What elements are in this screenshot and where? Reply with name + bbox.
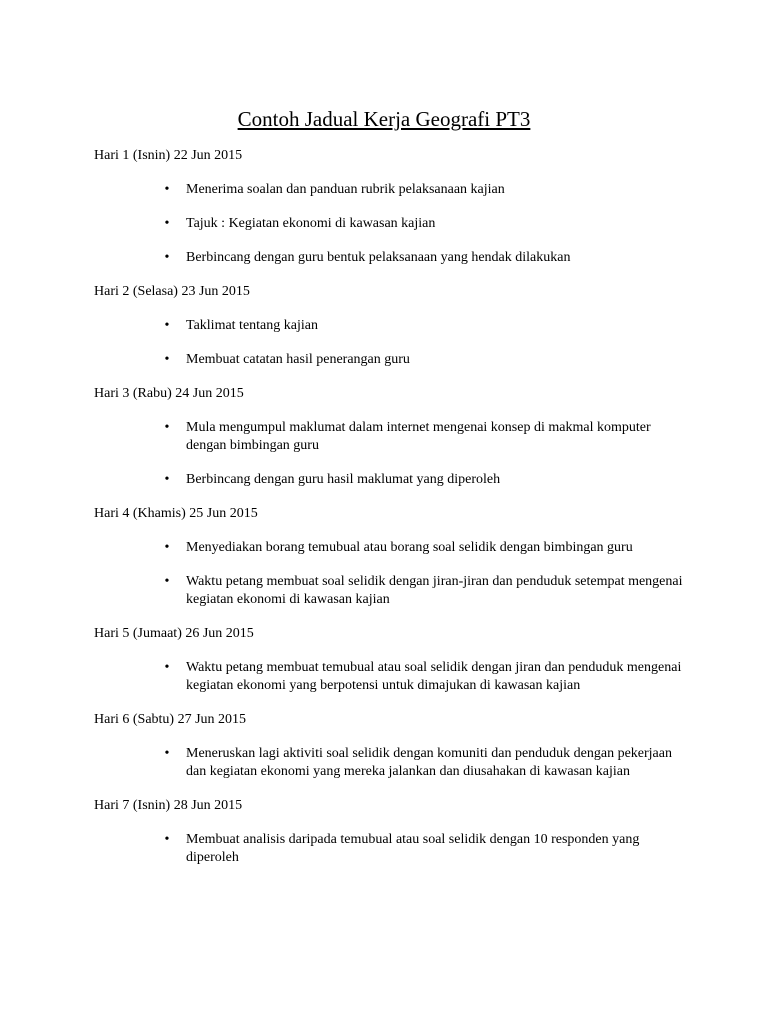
bullet-list: [94, 831, 694, 867]
list-item-text: Berbincang dengan guru bentuk pelaksanaan yang hendak dilakukan: [186, 250, 571, 265]
list-item: [94, 659, 686, 695]
day-section-7: [94, 797, 694, 867]
day-heading: Hari 6 (Sabtu) 27 Jun 2015: [94, 712, 247, 727]
bullet-list: [94, 659, 694, 695]
bullet-icon: •: [164, 832, 170, 847]
list-item: [94, 419, 686, 455]
day-section-5: [94, 625, 694, 695]
day-section-1: [94, 147, 694, 267]
list-item: [94, 831, 686, 867]
bullet-icon: •: [164, 250, 170, 265]
day-section-6: [94, 711, 694, 781]
day-section-3: [94, 385, 694, 489]
list-item-text: Menyediakan borang temubual atau borang soal selidik dengan bimbingan guru: [186, 540, 633, 555]
bullet-icon: •: [164, 472, 170, 487]
bullet-list: [94, 419, 694, 489]
bullet-icon: •: [164, 352, 170, 367]
bullet-icon: •: [164, 318, 170, 333]
list-item: [94, 317, 686, 335]
bullet-icon: •: [164, 420, 170, 435]
list-item-text: Membuat analisis daripada temubual atau soal selidik dengan 10 responden yang diperoleh: [186, 832, 640, 865]
list-item: [94, 181, 686, 199]
list-item-text: Tajuk : Kegiatan ekonomi di kawasan kajian: [186, 216, 436, 231]
list-item-text: Mula mengumpul maklumat dalam internet mengenai konsep di makmal komputer dengan bimbingan guru: [186, 420, 651, 453]
list-item: [94, 351, 686, 369]
day-heading: Hari 3 (Rabu) 24 Jun 2015: [94, 386, 244, 401]
list-item: [94, 573, 686, 609]
day-heading: Hari 1 (Isnin) 22 Jun 2015: [94, 148, 243, 163]
list-item-text: Taklimat tentang kajian: [186, 318, 318, 333]
list-item: [94, 249, 686, 267]
document-title: Contoh Jadual Kerja Geografi PT3: [237, 107, 531, 131]
day-heading: Hari 2 (Selasa) 23 Jun 2015: [94, 284, 250, 299]
list-item: [94, 745, 686, 781]
bullet-icon: •: [164, 746, 170, 761]
day-heading: Hari 7 (Isnin) 28 Jun 2015: [94, 798, 243, 813]
list-item: [94, 471, 686, 489]
bullet-list: [94, 539, 694, 609]
day-section-4: [94, 505, 694, 609]
bullet-icon: •: [164, 182, 170, 197]
bullet-icon: •: [164, 574, 170, 589]
list-item-text: Membuat catatan hasil penerangan guru: [186, 352, 410, 367]
list-item-text: Meneruskan lagi aktiviti soal selidik dengan komuniti dan penduduk dengan pekerjaan dan kegiatan ekonomi yang mereka jalankan dan diusahakan di kawasan kajian: [186, 746, 672, 779]
day-heading: Hari 4 (Khamis) 25 Jun 2015: [94, 506, 258, 521]
list-item-text: Waktu petang membuat temubual atau soal selidik dengan jiran dan penduduk mengenai kegiatan ekonomi yang berpotensi untuk dimajukan di kawasan kajian: [186, 660, 682, 693]
bullet-icon: •: [164, 660, 170, 675]
list-item-text: Menerima soalan dan panduan rubrik pelaksanaan kajian: [186, 182, 505, 197]
bullet-list: [94, 181, 694, 267]
day-heading: Hari 5 (Jumaat) 26 Jun 2015: [94, 626, 254, 641]
list-item: [94, 215, 686, 233]
bullet-icon: •: [164, 216, 170, 231]
list-item-text: Waktu petang membuat soal selidik dengan jiran-jiran dan penduduk setempat mengenai kegiatan ekonomi di kawasan kajian: [186, 574, 683, 607]
list-item: [94, 539, 686, 557]
day-section-2: [94, 283, 694, 369]
list-item-text: Berbincang dengan guru hasil maklumat yang diperoleh: [186, 472, 501, 487]
bullet-list: [94, 317, 694, 369]
bullet-icon: •: [164, 540, 170, 555]
bullet-list: [94, 745, 694, 781]
schedule-list: [94, 147, 694, 867]
